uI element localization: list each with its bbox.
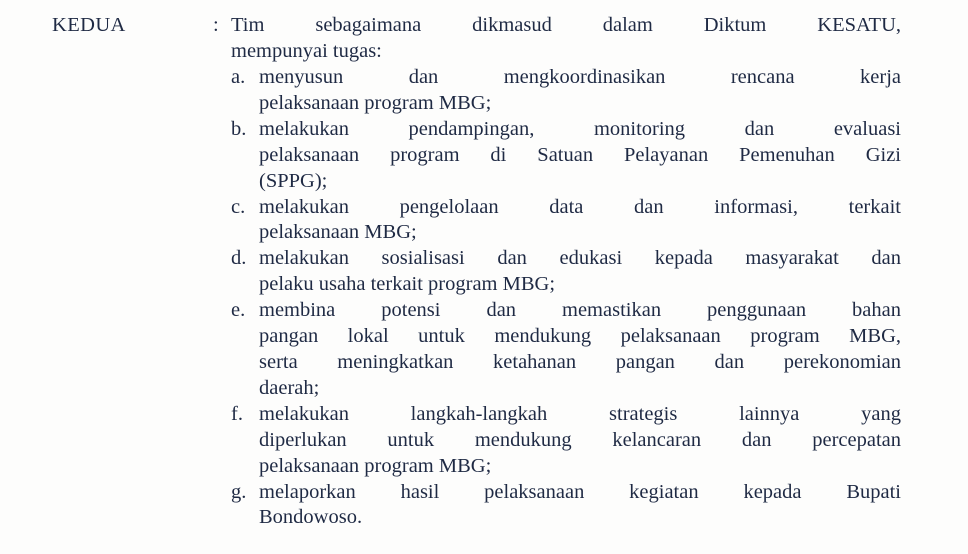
- task-line: (SPPG);: [259, 169, 328, 192]
- task-list: [231, 65, 901, 531]
- task-marker: c.: [231, 195, 246, 218]
- task-line: pelaksanaan program MBG;: [259, 91, 492, 114]
- intro-line: Tim sebagaimana dikmasud dalam Diktum KESATU,: [231, 14, 901, 36]
- diktum-label: KEDUA: [52, 14, 126, 36]
- task-line: daerah;: [259, 376, 320, 399]
- task-marker: d.: [231, 247, 247, 270]
- task-marker: b.: [231, 117, 247, 140]
- task-text: [259, 298, 901, 402]
- task-line: pangan lokal untuk mendukung pelaksanaan program MBG,: [259, 325, 901, 348]
- task-line: pelaksanaan program di Satuan Pelayanan Pemenuhan Gizi: [259, 143, 901, 166]
- task-text: [259, 480, 901, 532]
- task-line: melakukan langkah-langkah strategis lainnya yang: [259, 402, 901, 425]
- task-line: melaporkan hasil pelaksanaan kegiatan kepada Bupati: [259, 480, 901, 503]
- task-text: [259, 402, 901, 480]
- task-text: [259, 117, 901, 195]
- task-line: pelaksanaan program MBG;: [259, 454, 492, 477]
- diktum-colon: :: [213, 14, 219, 36]
- task-marker: a.: [231, 66, 246, 88]
- intro-line: mempunyai tugas:: [231, 39, 382, 62]
- task-line: pelaksanaan MBG;: [259, 221, 417, 244]
- task-item-e: [231, 298, 901, 402]
- task-item-c: [231, 195, 901, 247]
- task-line: melakukan pengelolaan data dan informasi, terkait: [259, 195, 901, 218]
- task-item-f: [231, 402, 901, 480]
- task-item-g: [231, 480, 901, 532]
- diktum-intro: [231, 13, 901, 65]
- task-line: membina potensi dan memastikan penggunaan bahan: [259, 299, 901, 322]
- task-item-a: [231, 65, 901, 117]
- task-line: serta meningkatkan ketahanan pangan dan perekonomian: [259, 350, 901, 373]
- task-line: Bondowoso.: [259, 506, 363, 529]
- task-marker: f.: [231, 402, 243, 425]
- task-line: melakukan sosialisasi dan edukasi kepada masyarakat dan: [259, 247, 901, 270]
- task-line: pelaku usaha terkait program MBG;: [259, 273, 556, 296]
- task-item-d: [231, 246, 901, 298]
- task-line: diperlukan untuk mendukung kelancaran dan percepatan: [259, 428, 901, 451]
- task-marker: g.: [231, 480, 247, 503]
- task-line: menyusun dan mengkoordinasikan rencana kerja: [259, 66, 901, 88]
- task-text: [259, 195, 901, 247]
- task-marker: e.: [231, 299, 246, 322]
- task-text: [259, 65, 901, 117]
- task-item-b: [231, 117, 901, 195]
- task-text: [259, 246, 901, 298]
- task-line: melakukan pendampingan, monitoring dan evaluasi: [259, 117, 901, 140]
